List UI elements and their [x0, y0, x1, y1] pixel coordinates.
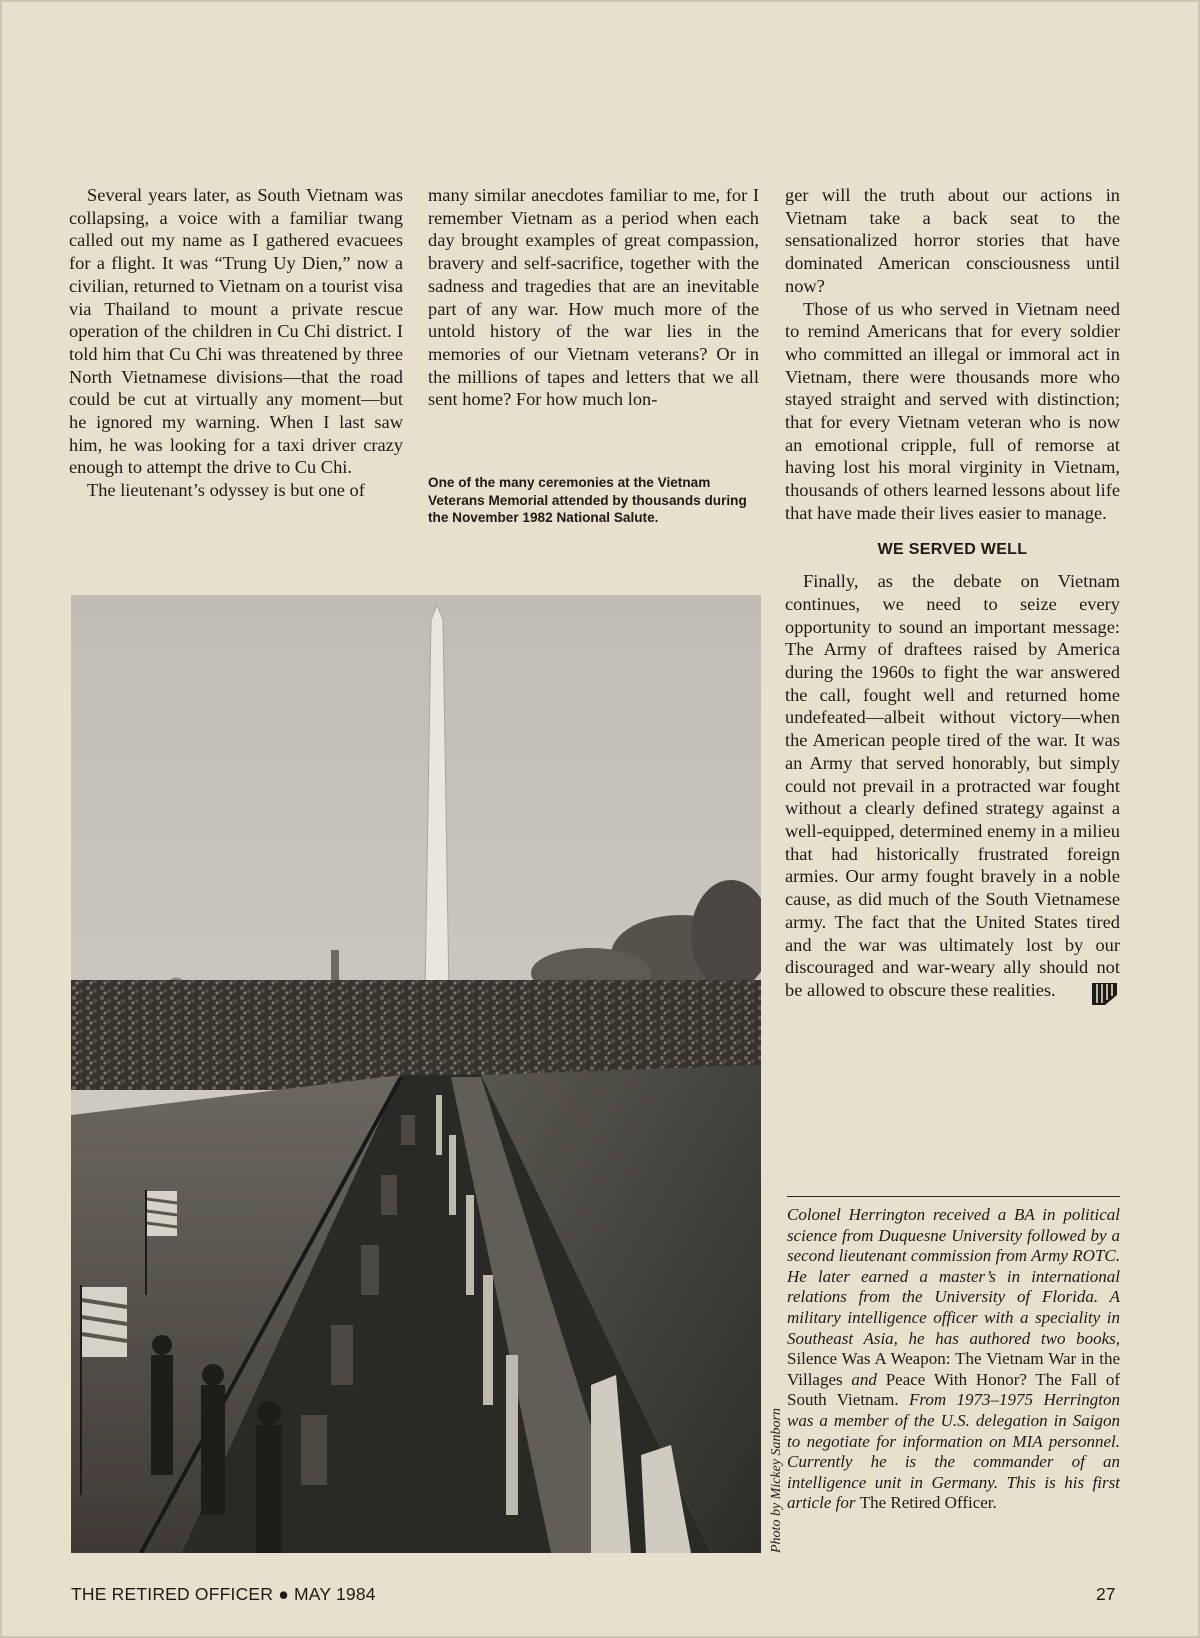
- bio-book-1: Silence Was A Weapon: The Vietnam War in the Villages: [787, 1349, 1120, 1389]
- column3-paragraph-3-text: Finally, as the debate on Vietnam continues, we need to seize every opportunity to sound an important message: The Army of draftees raised by America during the 1960s to fight the war answered the call, fought well and returned home undefeated—albeit without victory—when the American people tired of the war. It was an Army that served honorably, but simply could not prevail in a protracted war fought without a clearly defined strategy against a well-equipped, determined enemy in a milieu that had historically frustrated foreign armies. Our army fought bravely in a noble cause, as did much of the South Vietnamese army. The fact that the United States tired and the war was ultimately lost by our discouraged and war-weary ally should not be allowed to obscure these realities.: [785, 571, 1120, 1000]
- column1-paragraph-2: The lieutenant’s odyssey is but one of: [87, 480, 365, 501]
- bio-book-2: Peace With Honor? The Fall of South Vietnam.: [787, 1369, 1121, 1410]
- column3-paragraph-3: [785, 570, 1120, 1001]
- bio-text-c: From 1973–1975 Herrington was a member of the U.S. delegation in Saigon to negotiate for information on MIA personnel. Currently he is the commander of an intelligence unit in Germany. This is his first article for: [787, 1390, 1120, 1513]
- bio-divider: [787, 1196, 1120, 1197]
- column3-paragraph-2: Those of us who served in Vietnam need to remind Americans that for every soldier who committed an illegal or immoral act in Vietnam, there were thousands more who stayed straight and served with distinction; that for every Vietnam veteran who is now an emotional cripple, full of remorse at having lost his moral virginity in Vietnam, thousands of others learned lessons about life that have made their lives easier to manage.: [785, 298, 1120, 523]
- column2-paragraph-1: many similar anecdotes familiar to me, for I remember Vietnam as a period when each day brought examples of great compassion, bravery and self-sacrifice, together with the sadness and tragedies that are an inevitable part of any war. How much more of the untold history of the war lies in the memories of our Vietnam veterans? Or in the millions of tapes and letters that we all sent home? For how much lon-: [428, 185, 759, 410]
- author-bio: [787, 1205, 1120, 1514]
- footer-publication: THE RETIRED OFFICER ● MAY 1984: [71, 1584, 376, 1604]
- article-column-3: [785, 184, 1120, 1007]
- column3-paragraph-1: ger will the truth about our actions in Vietnam take a back seat to the sensationalized horror stories that have dominated American consciousness until now?: [785, 185, 1120, 296]
- section-subhead: WE SERVED WELL: [877, 540, 1028, 558]
- memorial-ceremony-photo: [71, 595, 761, 1553]
- bio-text-a: Colonel Herrington received a BA in political science from Duquesne University followed by a second lieutenant commission from Army ROTC. He later earned a master’s in international relations from the University of Florida. A military intelligence officer with a speciality in Southeast Asia, he has authored two books,: [787, 1205, 1120, 1348]
- page-number: 27: [1096, 1584, 1116, 1604]
- photo-caption: One of the many ceremonies at the Vietnam Veterans Memorial attended by thousands during the November 1982 National Salute.: [428, 475, 747, 525]
- bio-text-b: and: [842, 1369, 886, 1389]
- column1-paragraph-1: Several years later, as South Vietnam was collapsing, a voice with a familiar twang called out my name as I gathered evacuees for a flight. It was “Trung Uy Dien,” now a civilian, returned to Vietnam on a tourist visa via Thailand to mount a private rescue operation of the children in Cu Chi district. I told him that Cu Chi was threatened by three North Vietnamese divisions—that the road could be cut at virtually any moment—but he ignored my warning. When I last saw him, he was looking for a taxi driver crazy enough to attempt the drive to Cu Chi.: [69, 185, 403, 478]
- article-column-2: [428, 184, 759, 411]
- end-of-article-mark-icon: [1090, 981, 1120, 1007]
- photo-credit: Photo by Mickey Sanborn: [769, 1407, 784, 1553]
- article-column-1: [69, 184, 403, 502]
- bio-magazine: The Retired Officer.: [859, 1493, 997, 1513]
